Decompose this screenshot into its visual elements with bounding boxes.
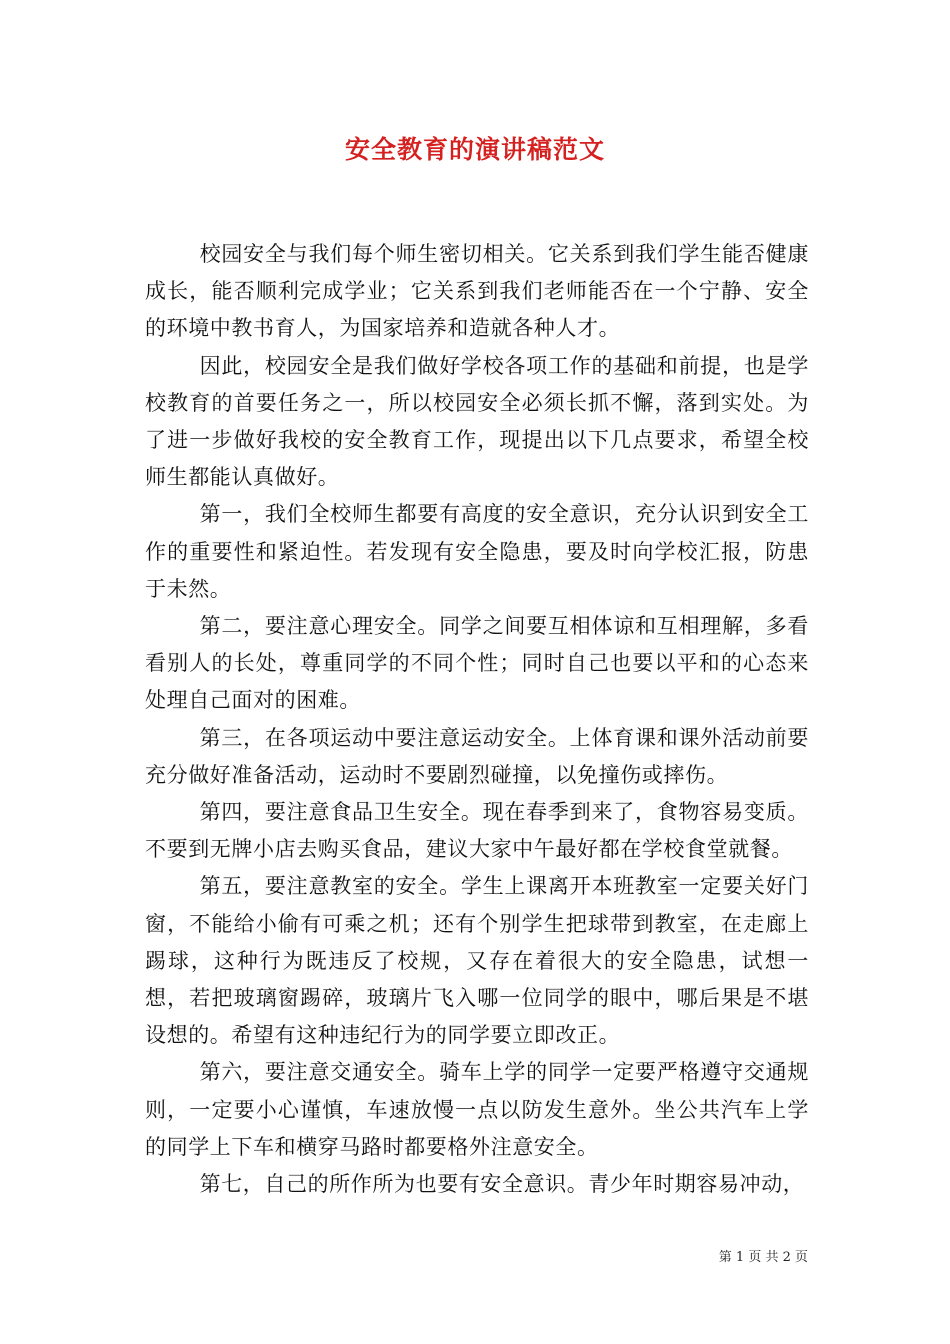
paragraph-4: 第二，要注意心理安全。同学之间要互相体谅和互相理解，多看看别人的长处，尊重同学的不同个性；同时自己也要以平和的心态来处理自己面对的困难。 — [145, 614, 809, 713]
page-footer: 第 1 页 共 2 页 — [718, 1250, 808, 1265]
paragraph-6: 第四，要注意食品卫生安全。现在春季到来了，食物容易变质。不要到无牌小店去购买食品，建议大家中午最好都在学校食堂就餐。 — [145, 800, 809, 862]
document-body — [145, 236, 809, 1203]
page-title: 安全教育的演讲稿范文 — [344, 135, 605, 164]
paragraph-7: 第五，要注意教室的安全。学生上课离开本班教室一定要关好门窗，不能给小偷有可乘之机；还有个别学生把球带到教室，在走廊上踢球，这种行为既违反了校规，又存在着很大的安全隐患，试想一想，若把玻璃窗踢碎，玻璃片飞入哪一位同学的眼中，哪后果是不堪设想的。希望有这种违纪行为的同学要立即改正。 — [145, 874, 809, 1048]
paragraph-8: 第六，要注意交通安全。骑车上学的同学一定要严格遵守交通规则，一定要小心谨慎，车速放慢一点以防发生意外。坐公共汽车上学的同学上下车和横穿马路时都要格外注意安全。 — [145, 1060, 809, 1159]
paragraph-9: 第七，自己的所作所为也要有安全意识。青少年时期容易冲动， — [199, 1172, 805, 1197]
paragraph-2: 因此，校园安全是我们做好学校各项工作的基础和前提，也是学校教育的首要任务之一，所以校园安全必须长抓不懈，落到实处。为了进一步做好我校的安全教育工作，现提出以下几点要求，希望全校师生都能认真做好。 — [145, 353, 809, 490]
paragraph-1: 校园安全与我们每个师生密切相关。它关系到我们学生能否健康成长，能否顺利完成学业；它关系到我们老师能否在一个宁静、安全的环境中教书育人，为国家培养和造就各种人才。 — [145, 242, 809, 341]
paragraph-3: 第一，我们全校师生都要有高度的安全意识，充分认识到安全工作的重要性和紧迫性。若发现有安全隐患，要及时向学校汇报，防患于未然。 — [145, 502, 809, 601]
paragraph-5: 第三，在各项运动中要注意运动安全。上体育课和课外活动前要充分做好准备活动，运动时不要剧烈碰撞，以免撞伤或摔伤。 — [145, 725, 809, 787]
